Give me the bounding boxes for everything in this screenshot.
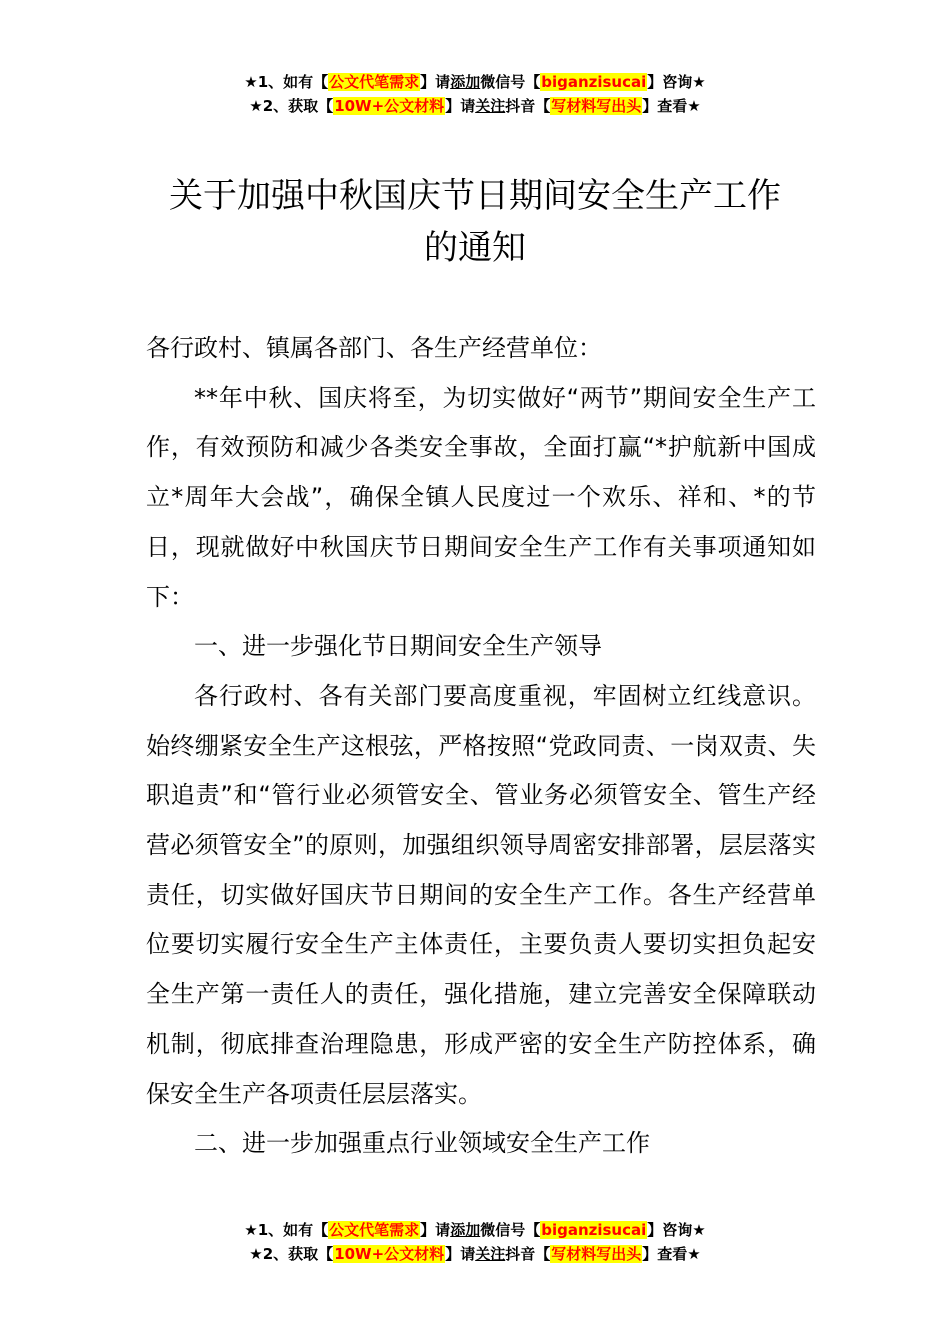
section-heading-2: 二、进一步加强重点行业领域安全生产工作 <box>194 1129 650 1158</box>
promo-text: ★2、获取【 <box>249 97 334 115</box>
paragraph-intro: **年中秋、国庆将至，为切实做好“两节”期间安全生产工作，有效预防和减少各类安全事故，全面打赢“*护航新中国成立*周年大会战”，确保全镇人民度过一个欢乐、祥和、*的节日，现就做好中秋国庆节日期间安全生产工作有关事项通知如下： <box>146 383 816 611</box>
promo-text: 】请 <box>445 1245 476 1263</box>
promo-underlined: 关注 <box>475 1245 506 1263</box>
promo-text: ★1、如有【 <box>244 73 329 91</box>
promo-line-1 <box>0 70 950 94</box>
document-title <box>100 170 850 274</box>
promo-highlight: biganzisucai <box>541 73 647 91</box>
promo-underlined: 添加 <box>450 73 481 91</box>
promo-line-1 <box>0 1218 950 1242</box>
promo-underlined: 添加 <box>450 1221 481 1239</box>
promo-text: 】请 <box>445 97 476 115</box>
promo-line-2 <box>0 1242 950 1266</box>
promo-text: 】查看★ <box>642 97 701 115</box>
promo-highlight: 公文代笔需求 <box>329 1221 420 1239</box>
promo-text: 微信号【 <box>480 73 541 91</box>
promo-text: 】查看★ <box>642 1245 701 1263</box>
promo-text: ★2、获取【 <box>249 1245 334 1263</box>
promo-text: 】咨询★ <box>647 1221 706 1239</box>
document-body <box>146 324 816 1169</box>
promo-highlight: 公文代笔需求 <box>329 73 420 91</box>
promo-highlight: 10W+公文材料 <box>334 1245 445 1263</box>
title-line-1: 关于加强中秋国庆节日期间安全生产工作 <box>169 176 781 216</box>
promo-text: 抖音【 <box>505 97 551 115</box>
promo-banner-bottom <box>0 1218 950 1266</box>
salutation: 各行政村、镇属各部门、各生产经营单位： <box>146 334 602 362</box>
promo-line-2 <box>0 94 950 118</box>
promo-text: 】请 <box>420 73 451 91</box>
promo-banner-top <box>0 70 950 118</box>
promo-text: 】请 <box>420 1221 451 1239</box>
promo-text: 抖音【 <box>505 1245 551 1263</box>
promo-text: ★1、如有【 <box>244 1221 329 1239</box>
promo-text: 微信号【 <box>480 1221 541 1239</box>
section-heading-1: 一、进一步强化节日期间安全生产领导 <box>194 632 602 661</box>
promo-underlined: 关注 <box>475 97 506 115</box>
promo-highlight: 写材料写出头 <box>551 97 642 115</box>
promo-text: 】咨询★ <box>647 73 706 91</box>
title-line-2: 的通知 <box>424 228 526 268</box>
paragraph-section-1: 各行政村、各有关部门要高度重视，牢固树立红线意识。始终绷紧安全生产这根弦，严格按照“党政同责、一岗双责、失职追责”和“管行业必须管安全、管业务必须管安全、管生产经营必须管安全”的原则，加强组织领导周密安排部署，层层落实责任，切实做好国庆节日期间的安全生产工作。各生产经营单位要切实履行安全生产主体责任，主要负责人要切实担负起安全生产第一责任人的责任，强化措施，建立完善安全保障联动机制，彻底排查治理隐患，形成严密的安全生产防控体系，确保安全生产各项责任层层落实。 <box>146 681 816 1108</box>
promo-highlight: 写材料写出头 <box>551 1245 642 1263</box>
promo-highlight: biganzisucai <box>541 1221 647 1239</box>
promo-highlight: 10W+公文材料 <box>334 97 445 115</box>
